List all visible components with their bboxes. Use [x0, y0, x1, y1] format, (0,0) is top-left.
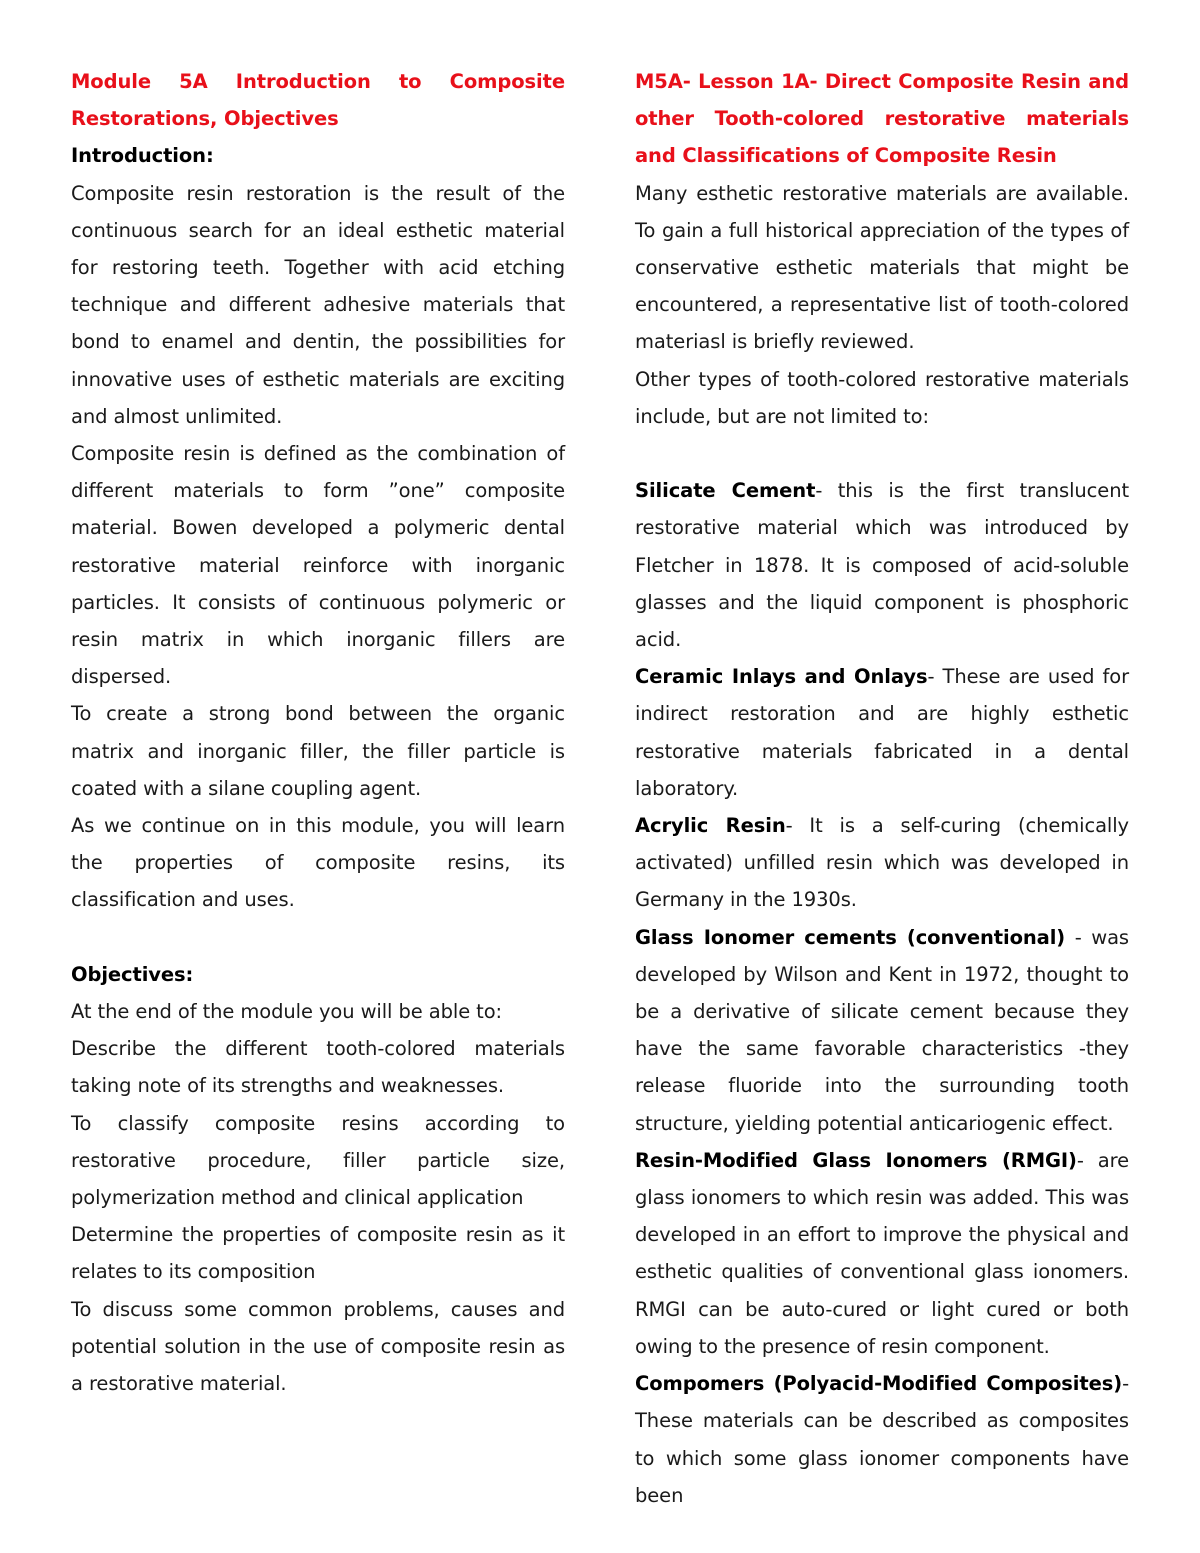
module-title: Module 5A Introduction to Composite Restorations, Objectives: [71, 70, 565, 131]
objective-item: Determine the properties of composite resin as it relates to its composition: [71, 1223, 565, 1284]
material-term: Glass Ionomer cements (conventional): [635, 925, 1066, 949]
lesson-paragraph: Other types of tooth-colored restorative materials include, but are not limited to:: [635, 367, 1129, 428]
left-column: [71, 63, 565, 1402]
material-entry-rmgi: [635, 1142, 1129, 1365]
material-description: - this is the first translucent restorative material which was introduced by Fletcher in 1878. It is composed of acid-soluble glasses and the liquid component is phosphoric acid.: [635, 479, 1129, 652]
material-description: - These are used for indirect restoration and are highly esthetic restorative materials fabricated in a dental laboratory.: [635, 665, 1129, 800]
material-description: - are glass ionomers to which resin was added. This was developed in an effort to improve the physical and esthetic qualities of conventional glass ionomers. RMGI can be auto-cured or light cured or both owing to the presence of resin component.: [635, 1148, 1129, 1358]
intro-paragraph: To create a strong bond between the organic matrix and inorganic filler, the filler particle is coated with a silane coupling agent.: [71, 702, 565, 800]
material-entry-compomers: [635, 1365, 1129, 1514]
material-term: Resin-Modified Glass Ionomers (RMGI): [635, 1148, 1077, 1172]
material-description: - was developed by Wilson and Kent in 1972, thought to be a derivative of silicate cement because they have the same favorable characteristics -they release fluoride into the surrounding tooth structure, yielding potential anticariogenic effect.: [635, 925, 1129, 1135]
material-entry-ceramic-inlays: [635, 658, 1129, 807]
material-entry-glass-ionomer: [635, 919, 1129, 1142]
right-column: [635, 63, 1129, 1514]
material-term: Compomers (Polyacid-Modified Composites): [635, 1372, 1123, 1396]
objectives-heading: Objectives:: [71, 962, 194, 986]
objective-item: Describe the different tooth-colored materials taking note of its strengths and weaknesses.: [71, 1037, 565, 1098]
material-term: Acrylic Resin: [635, 814, 786, 838]
intro-paragraph: Composite resin is defined as the combination of different materials to form ”one” composite material. Bowen developed a polymeric dental restorative material reinforce with inorganic particles. It consists of continuous polymeric or resin matrix in which inorganic fillers are dispersed.: [71, 442, 565, 689]
lesson-paragraph: Many esthetic restorative materials are available. To gain a full historical appreciation of the types of conservative esthetic materials that might be encountered, a representative list of tooth-colored materiasl is briefly reviewed.: [635, 181, 1129, 354]
intro-paragraph: Composite resin restoration is the result of the continuous search for an ideal esthetic material for restoring teeth. Together with acid etching technique and different adhesive materials that bond to enamel and dentin, the possibilities for innovative uses of esthetic materials are exciting and almost unlimited.: [71, 181, 565, 428]
material-entry-acrylic-resin: [635, 807, 1129, 919]
introduction-heading: Introduction:: [71, 144, 214, 168]
lesson-title: M5A- Lesson 1A- Direct Composite Resin and other Tooth-colored restorative materials and Classifications of Composite Resin: [635, 70, 1129, 168]
spacer: [635, 435, 1129, 472]
material-description: - It is a self-curing (chemically activated) unfilled resin which was developed in Germany in the 1930s.: [635, 814, 1129, 912]
material-term: Silicate Cement: [635, 479, 816, 503]
material-term: Ceramic Inlays and Onlays: [635, 665, 928, 689]
objective-item: To classify composite resins according to restorative procedure, filler particle size, polymerization method and clinical application: [71, 1111, 565, 1210]
material-description: - These materials can be described as composites to which some glass ionomer components have been: [635, 1372, 1129, 1507]
objective-item: To discuss some common problems, causes and potential solution in the use of composite resin as a restorative material.: [71, 1297, 565, 1396]
objective-item: At the end of the module you will be able to:: [71, 1000, 503, 1024]
material-entry-silicate-cement: [635, 472, 1129, 658]
spacer: [71, 919, 565, 956]
intro-paragraph: As we continue on in this module, you will learn the properties of composite resins, its classification and uses.: [71, 814, 565, 912]
